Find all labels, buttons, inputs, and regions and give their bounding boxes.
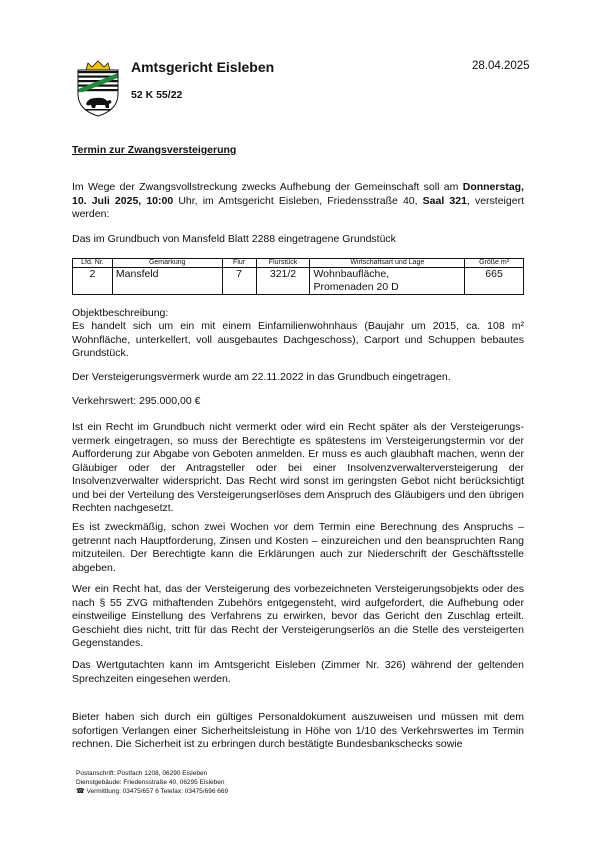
cell-flur: 7 bbox=[222, 268, 256, 295]
col-header-flurstueck: Flurstück bbox=[256, 259, 310, 268]
zweck-paragraph: Es ist zweckmäßig, schon zwei Wochen vor dem Termin eine Berechnung des Anspruchs – getrennt nach Hauptforderung, Zinsen und Kosten – einzureichen und den beanspruchten Rang mitzuteilen. Der Berechtigte kann die Erklärungen auch zur Niederschrift der Geschäftsstelle abgeben. bbox=[72, 521, 524, 574]
cell-wirtschaftsart bbox=[310, 268, 465, 295]
coat-of-arms-icon bbox=[74, 60, 122, 118]
col-header-nr: Lfd. Nr. bbox=[73, 259, 113, 268]
intro-text-2: Uhr, im Amtsgericht Eisleben, Friedensstraße 40, bbox=[173, 194, 423, 207]
intro-text-1: Im Wege der Zwangsvollstreckung zwecks Aufhebung der Gemeinschaft soll am bbox=[72, 181, 463, 193]
parcel-table-header bbox=[73, 259, 524, 268]
document-date: 28.04.2025 bbox=[472, 60, 530, 72]
intro-text-3: , versteigert werden: bbox=[72, 194, 524, 220]
cell-nr: 2 bbox=[73, 268, 113, 295]
wirtschaftsart-line-2: Promenaden 20 D bbox=[313, 281, 399, 293]
objekt-description: Es handelt sich um ein mit einem Einfamilienwohnhaus (Baujahr um 2015, ca. 108 m² Wohnfläche, unterkellert, voll ausgebautes Dachgeschoss), Carport und Schuppen bebautes Grundstück. bbox=[72, 320, 524, 359]
document-heading: Termin zur Zwangsversteigerung bbox=[72, 144, 237, 156]
verkehrswert-line: Verkehrswert: 295.000,00 € bbox=[72, 395, 201, 407]
bieter-paragraph: Bieter haben sich durch ein gültiges Personaldokument auszuweisen und müssen mit dem sofortigen Verlangen einer Sicherheitsleistung in Höhe von 1/10 des Verkehrswertes im Termin rechnen. Die Sicherheit ist zu erbringen durch bestätigte Bundesbankschecks sowie bbox=[72, 711, 524, 750]
parcel-table bbox=[72, 258, 524, 295]
wirtschaftsart-line-1: Wohnbaufläche, bbox=[313, 268, 390, 280]
auction-date: Donnerstag, 10. Juli 2025, 10:00 bbox=[72, 181, 524, 207]
footer-contact bbox=[76, 787, 228, 796]
table-row bbox=[73, 268, 524, 295]
col-header-gemarkung: Gemarkung bbox=[112, 259, 222, 268]
cell-gemarkung: Mansfeld bbox=[112, 268, 222, 295]
col-header-flur: Flur bbox=[222, 259, 256, 268]
vermerk-line: Der Versteigerungsvermerk wurde am 22.11.2022 in das Grundbuch eingetragen. bbox=[72, 371, 451, 383]
footer-dienstgebaeude: Dienstgebäude: Friedensstraße 40, 06295 Eisleben bbox=[76, 779, 225, 786]
col-header-wirtschaftsart: Wirtschaftsart und Lage bbox=[310, 259, 465, 268]
intro-paragraph bbox=[72, 181, 524, 222]
footer-postanschrift: Postanschrift: Postfach 1208, 06290 Eisleben bbox=[76, 770, 208, 777]
docket-number: 52 K 55/22 bbox=[131, 89, 183, 101]
cell-flurstueck: 321/2 bbox=[256, 268, 310, 295]
auction-room: Saal 321 bbox=[422, 194, 467, 207]
court-name: Amtsgericht Eisleben bbox=[131, 59, 275, 75]
col-header-groesse: Größe m² bbox=[465, 259, 524, 268]
cell-groesse: 665 bbox=[465, 268, 524, 295]
wer-paragraph: Wer ein Recht hat, das der Versteigerung des vorbezeichneten Versteigerungsobjekts oder des nach § 55 ZVG mithaftenden Zubehörs entgegensteht, wird aufgefordert, die Aufhebung oder einstweilige Einstellung des Verfahrens zu erwirken, bevor das Gericht den Zuschlag erteilt. Geschieht dies nicht, tritt für das Recht der Versteigerungserlös an die Stelle des versteigerten Gegenstandes. bbox=[72, 583, 524, 649]
objekt-label: Objektbeschreibung: bbox=[72, 307, 169, 319]
footer-vermittlung: Vermittlung: 03475/657 6 Telefax: 03475/696 669 bbox=[86, 788, 229, 795]
grundbuch-line: Das im Grundbuch von Mansfeld Blatt 2288 eingetragene Grundstück bbox=[72, 233, 396, 245]
gutachten-paragraph: Das Wertgutachten kann im Amtsgericht Eisleben (Zimmer Nr. 326) während der geltenden Sprechzeiten eingesehen werden. bbox=[72, 659, 524, 685]
footer bbox=[76, 769, 228, 796]
telephone-icon: ☎ bbox=[76, 788, 85, 795]
recht-paragraph: Ist ein Recht im Grundbuch nicht vermerkt oder wird ein Recht später als der Versteigerungs-vermerk eingetragen, so muss der Berechtigte es spätestens im Versteigerungstermin vor der Aufforderung zur Abgabe von Geboten anmelden. Er muss es auch glaubhaft machen, wenn der Gläubiger oder der Antragsteller oder bei einer Insolvenzverwalterversteigerung der Insolvenzverwalter widerspricht. Das Recht wird sonst im geringsten Gebot nicht berücksichtigt und bei der Verteilung des Versteigerungserlöses dem Anspruch des Gläubigers und den übrigen Rechten nachgesetzt. bbox=[72, 421, 524, 514]
